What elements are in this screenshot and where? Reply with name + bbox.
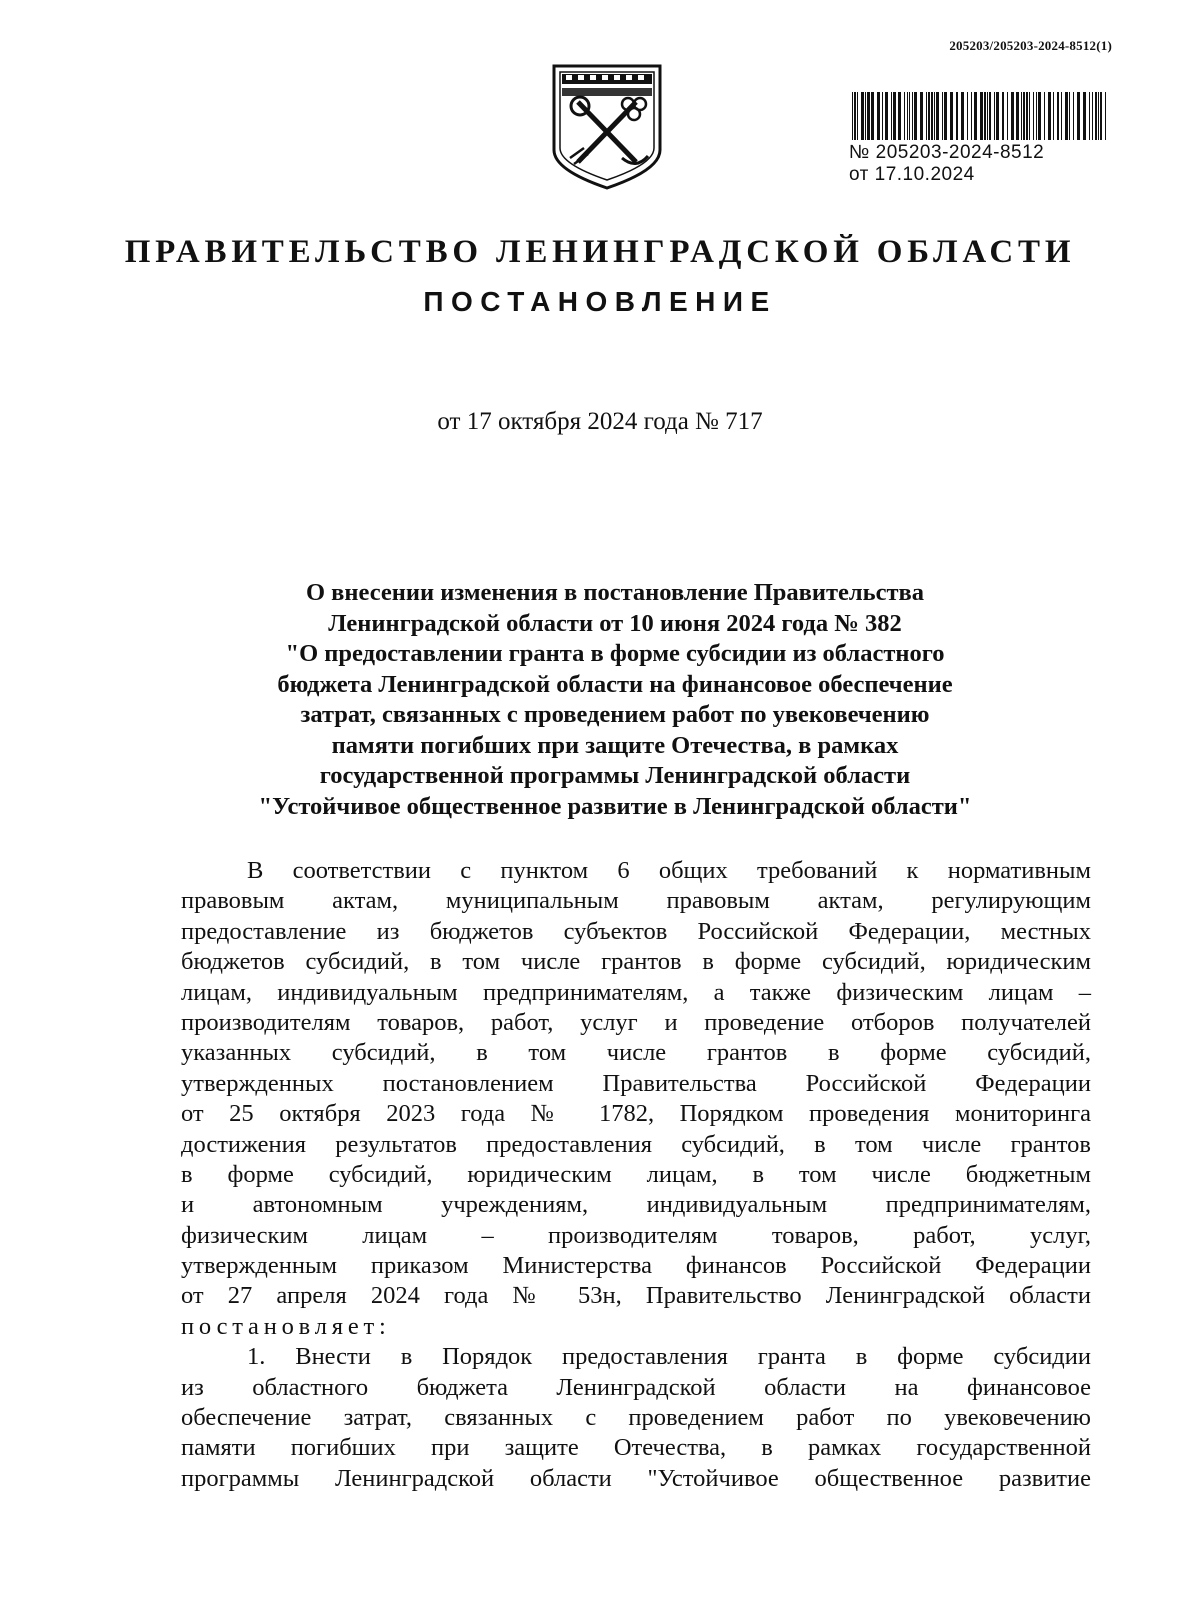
- barcode-bar: [1007, 92, 1008, 140]
- barcode-bar: [987, 92, 988, 140]
- barcode-bar: [893, 92, 896, 140]
- barcode-bar: [936, 92, 939, 140]
- barcode-bar: [1095, 92, 1097, 140]
- body-line: от 25 октября 2023 года № 1782, Порядком проведения мониторинга: [181, 1100, 1091, 1128]
- body-line: В соответствии с пунктом 6 общих требований к нормативным: [247, 857, 1091, 884]
- barcode-bar: [1044, 92, 1045, 140]
- barcode-bar: [871, 92, 874, 140]
- coat-of-arms-emblem: [548, 58, 666, 190]
- body-line: производителям товаров, работ, услуг и проведение отборов получателей: [181, 1008, 1091, 1036]
- title-line: государственной программы Ленинградской области: [319, 762, 911, 789]
- title-line: бюджета Ленинградской области на финансовое обеспечение: [277, 670, 953, 698]
- barcode-bar: [1092, 92, 1093, 140]
- body-line: в форме субсидий, юридическим лицам, в том числе бюджетным: [181, 1160, 1091, 1188]
- barcode-bar: [971, 92, 972, 140]
- barcode-bar: [967, 92, 968, 140]
- barcode-bar: [1105, 92, 1106, 140]
- barcode-bar: [974, 92, 977, 140]
- barcode-bar: [857, 92, 858, 140]
- barcode-bar: [1073, 92, 1074, 140]
- body-line: обеспечение затрат, связанных с проведением работ по увековечению: [181, 1404, 1091, 1432]
- barcode-bar: [854, 92, 856, 140]
- decree-date-number: от 17 октября 2024 года № 717: [437, 408, 763, 435]
- barcode-bar: [1029, 92, 1030, 140]
- body-line: лицам, индивидуальным предпринимателям, а также физическим лицам –: [181, 978, 1091, 1006]
- barcode-bar: [934, 92, 935, 140]
- body-line: утвержденным приказом Министерства финансов Российской Федерации: [181, 1252, 1091, 1280]
- body-line: правовым актам, муниципальным правовым актам, регулирующим: [181, 887, 1091, 915]
- barcode-bar: [885, 92, 888, 140]
- body-line: предоставление из бюджетов субъектов Российской Федерации, местных: [181, 917, 1091, 945]
- barcode-bar: [1033, 92, 1034, 140]
- decree-title: [190, 578, 1040, 822]
- title-line: "Устойчивое общественное развитие в Ленинградской области": [258, 792, 972, 820]
- barcode-bar: [956, 92, 958, 140]
- barcode-bar: [865, 92, 866, 140]
- barcode-bar: [996, 92, 999, 140]
- barcode-bar: [1036, 92, 1037, 140]
- barcode-bar: [1016, 92, 1019, 140]
- body-line: бюджетов субсидий, в том числе грантов в форме субсидий, юридическим: [181, 948, 1091, 976]
- barcode-bar: [1002, 92, 1004, 140]
- barcode-bar: [867, 92, 870, 140]
- barcode-bar: [1021, 92, 1022, 140]
- barcode-bar: [912, 92, 913, 140]
- title-line: затрат, связанных с проведением работ по увековечению: [300, 701, 930, 728]
- title-line: Ленинградской области от 10 июня 2024 года № 382: [328, 609, 902, 637]
- barcode-bar: [1083, 92, 1086, 140]
- barcode-bar: [950, 92, 953, 140]
- title-line: "О предоставлении гранта в форме субсидии из областного: [285, 640, 945, 667]
- barcode-bar: [898, 92, 901, 140]
- resolves-keyword: постановляет:: [181, 1312, 391, 1340]
- title-line: памяти погибших при защите Отечества, в рамках: [331, 731, 899, 759]
- barcode-bar: [920, 92, 923, 140]
- barcode-bar: [1098, 92, 1099, 140]
- body-line: достижения результатов предоставления субсидий, в том числе грантов: [181, 1130, 1091, 1158]
- barcode-bar: [1026, 92, 1028, 140]
- barcode-bar: [907, 92, 908, 140]
- government-heading: ПРАВИТЕЛЬСТВО ЛЕНИНГРАДСКОЙ ОБЛАСТИ: [124, 234, 1076, 270]
- body-line: из областного бюджета Ленинградской области на финансовое: [181, 1373, 1091, 1401]
- barcode-bar: [980, 92, 983, 140]
- barcode-bar: [961, 92, 964, 140]
- barcode-bar: [994, 92, 995, 140]
- barcode-bar: [989, 92, 991, 140]
- decree-body: [181, 856, 1091, 1494]
- barcode-bar: [984, 92, 986, 140]
- barcode-bar: [942, 92, 943, 140]
- barcode-bar: [1048, 92, 1051, 140]
- barcode-bar: [944, 92, 947, 140]
- barcode-bar: [1077, 92, 1080, 140]
- barcode-bar: [1100, 92, 1102, 140]
- registration-block: [849, 142, 1044, 186]
- barcode-bar: [1011, 92, 1014, 140]
- title-line: О внесении изменения в постановление Правительства: [306, 579, 924, 606]
- barcode-bar: [1089, 92, 1090, 140]
- barcode-bar: [877, 92, 880, 140]
- barcode-bar: [1038, 92, 1041, 140]
- body-line: и автономным учреждениям, индивидуальным предпринимателям,: [181, 1191, 1091, 1219]
- registration-date: от 17.10.2024: [849, 164, 975, 185]
- document-type-heading: ПОСТАНОВЛЕНИЕ: [423, 286, 777, 317]
- barcode-bar: [882, 92, 883, 140]
- barcode-bar: [1061, 92, 1062, 140]
- barcode-bar: [1053, 92, 1054, 140]
- barcode-bar: [891, 92, 892, 140]
- barcode-bar: [852, 92, 853, 140]
- barcode-bar: [1065, 92, 1068, 140]
- barcode-bar: [926, 92, 927, 140]
- body-line: 1. Внести в Порядок предоставления гранта в форме субсидии: [247, 1343, 1091, 1371]
- barcode-bar: [904, 92, 905, 140]
- barcode-bar: [931, 92, 933, 140]
- body-line: памяти погибших при защите Отечества, в рамках государственной: [181, 1434, 1091, 1462]
- registration-number: № 205203-2024-8512: [849, 142, 1045, 163]
- body-line: утвержденных постановлением Правительства Российской Федерации: [181, 1069, 1091, 1097]
- barcode: [852, 92, 1110, 140]
- barcode-bar: [1069, 92, 1070, 140]
- barcode-bar: [1057, 92, 1059, 140]
- body-line: физическим лицам – производителям товаров, работ, услуг,: [181, 1221, 1091, 1249]
- body-line: от 27 апреля 2024 года № 53н, Правительство Ленинградской области: [181, 1282, 1091, 1310]
- document-id: 205203/205203-2024-8512(1): [949, 38, 1112, 53]
- barcode-bar: [914, 92, 917, 140]
- barcode-bar: [861, 92, 864, 140]
- barcode-bar: [928, 92, 930, 140]
- barcode-bar: [909, 92, 910, 140]
- barcode-bar: [1023, 92, 1025, 140]
- body-line: программы Ленинградской области "Устойчивое общественное развитие: [181, 1464, 1091, 1492]
- body-line: указанных субсидий, в том числе грантов в форме субсидий,: [181, 1039, 1091, 1067]
